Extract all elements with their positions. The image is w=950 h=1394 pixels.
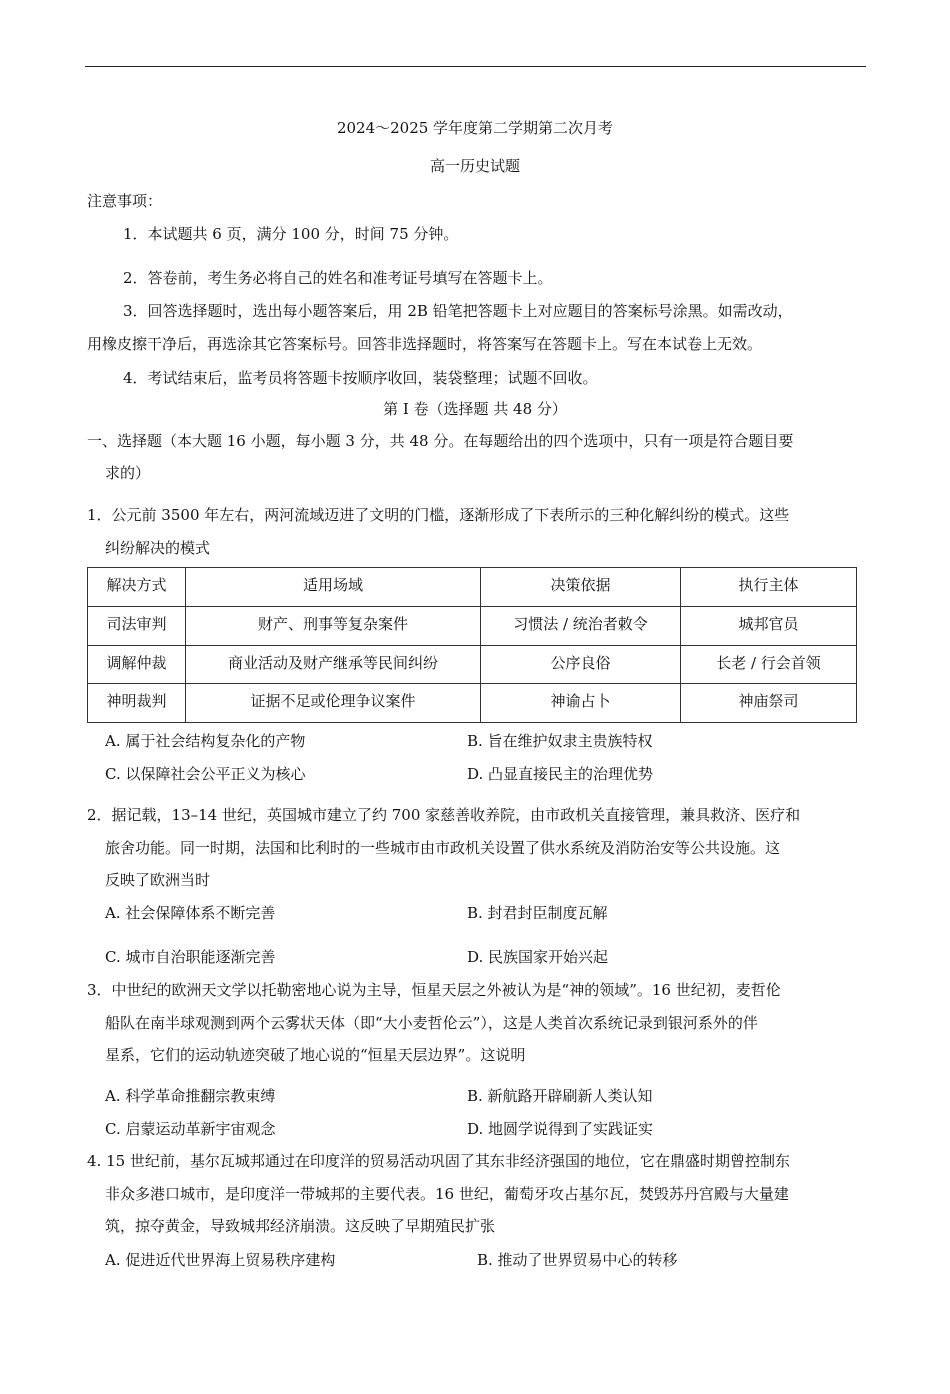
q2-option-d: D. 民族国家开始兴起: [467, 948, 609, 966]
q4-option-b: B. 推动了世界贸易中心的转移: [477, 1251, 678, 1269]
section-instruction-cont: 求的）: [105, 464, 151, 482]
dispute-resolution-table: [87, 567, 857, 723]
table-cell: 公序良俗: [481, 645, 681, 684]
table-cell: 商业活动及财产继承等民间纠纷: [186, 645, 481, 684]
q3-stem: 3．中世纪的欧洲天文学以托勒密地心说为主导，恒星天层之外被认为是“神的领域”。16 世纪初，麦哲伦: [87, 981, 781, 999]
q3-option-a: A. 科学革命推翻宗教束缚: [105, 1087, 276, 1105]
table-row: [88, 606, 857, 645]
q4-stem-cont-2: 筑，掠夺黄金，导致城邦经济崩溃。这反映了早期殖民扩张: [105, 1217, 496, 1235]
table-cell: 司法审判: [88, 606, 186, 645]
table-cell: 神庙祭司: [681, 684, 857, 723]
notice-item-3-cont: 用橡皮擦干净后，再选涂其它答案标号。回答非选择题时，将答案写在答题卡上。写在本试卷上无效。: [87, 335, 763, 353]
table-row: [88, 645, 857, 684]
q2-stem-cont-2: 反映了欧洲当时: [105, 871, 211, 889]
q1-option-c: C. 以保障社会公平正义为核心: [105, 765, 306, 783]
exam-title: 2024～2025 学年度第二学期第二次月考: [336, 119, 614, 137]
table-cell: 长老 / 行会首领: [681, 645, 857, 684]
table-header-cell: 执行主体: [681, 568, 857, 607]
table-cell: 证据不足或伦理争议案件: [186, 684, 481, 723]
table-header-cell: 决策依据: [481, 568, 681, 607]
q1-stem-cont: 纠纷解决的模式: [105, 539, 211, 557]
q2-stem-cont-1: 旅舍功能。同一时期，法国和比利时的一些城市由市政机关设置了供水系统及消防治安等公共设施。这: [105, 839, 781, 857]
q4-stem: 4. 15 世纪前，基尔瓦城邦通过在印度洋的贸易活动巩固了其东非经济强国的地位，它在鼎盛时期曾控制东: [87, 1152, 790, 1170]
q2-option-a: A. 社会保障体系不断完善: [105, 904, 276, 922]
q1-option-d: D. 凸显直接民主的治理优势: [467, 765, 654, 783]
table-cell: 习惯法 / 统治者敕令: [481, 606, 681, 645]
section-instruction: 一、选择题（本大题 16 小题，每小题 3 分，共 48 分。在每题给出的四个选项中，只有一项是符合题目要: [87, 432, 794, 450]
table-cell: 神明裁判: [88, 684, 186, 723]
header-rule: [85, 66, 866, 67]
table-header-row: [88, 568, 857, 607]
table-cell: 神谕占卜: [481, 684, 681, 723]
part1-title: 第 I 卷（选择题 共 48 分）: [383, 400, 567, 418]
q3-stem-cont-1: 船队在南半球观测到两个云雾状天体（即“大小麦哲伦云”），这是人类首次系统记录到银河系外的伴: [105, 1014, 758, 1032]
notice-item-4: 4．考试结束后，监考员将答题卡按顺序收回，装袋整理；试题不回收。: [123, 369, 598, 387]
q4-option-a: A. 促进近代世界海上贸易秩序建构: [105, 1251, 336, 1269]
q3-option-c: C. 启蒙运动革新宇宙观念: [105, 1120, 276, 1138]
q3-option-b: B. 新航路开辟刷新人类认知: [467, 1087, 653, 1105]
table-cell: 财产、刑事等复杂案件: [186, 606, 481, 645]
table-row: [88, 684, 857, 723]
notice-item-2: 2．答卷前，考生务必将自己的姓名和准考证号填写在答题卡上。: [123, 269, 553, 287]
notice-heading: 注意事项：: [87, 192, 163, 210]
table-header-cell: 解决方式: [88, 568, 186, 607]
table-header-cell: 适用场域: [186, 568, 481, 607]
table-cell: 调解仲裁: [88, 645, 186, 684]
q2-option-b: B. 封君封臣制度瓦解: [467, 904, 608, 922]
notice-item-3: 3．回答选择题时，选出每小题答案后，用 2B 铅笔把答题卡上对应题目的答案标号涂黑。如需改动，: [123, 302, 793, 320]
exam-subtitle: 高一历史试题: [429, 157, 520, 175]
table-cell: 城邦官员: [681, 606, 857, 645]
q1-stem: 1．公元前 3500 年左右，两河流域迈进了文明的门槛，逐渐形成了下表所示的三种化解纠纷的模式。这些: [87, 506, 790, 524]
q4-stem-cont-1: 非众多港口城市，是印度洋一带城邦的主要代表。16 世纪，葡萄牙攻占基尔瓦，焚毁苏丹宫殿与大量建: [105, 1185, 789, 1203]
notice-item-1: 1．本试题共 6 页，满分 100 分，时间 75 分钟。: [123, 225, 459, 243]
q1-option-b: B. 旨在维护奴隶主贵族特权: [467, 732, 653, 750]
q3-stem-cont-2: 星系，它们的运动轨迹突破了地心说的“恒星天层边界”。这说明: [105, 1046, 526, 1064]
q2-stem: 2．据记载，13–14 世纪，英国城市建立了约 700 家慈善收养院，由市政机关直接管理，兼具救济、医疗和: [87, 806, 801, 824]
q1-option-a: A. 属于社会结构复杂化的产物: [105, 732, 306, 750]
q2-option-c: C. 城市自治职能逐渐完善: [105, 948, 276, 966]
q3-option-d: D. 地圆学说得到了实践证实: [467, 1120, 654, 1138]
